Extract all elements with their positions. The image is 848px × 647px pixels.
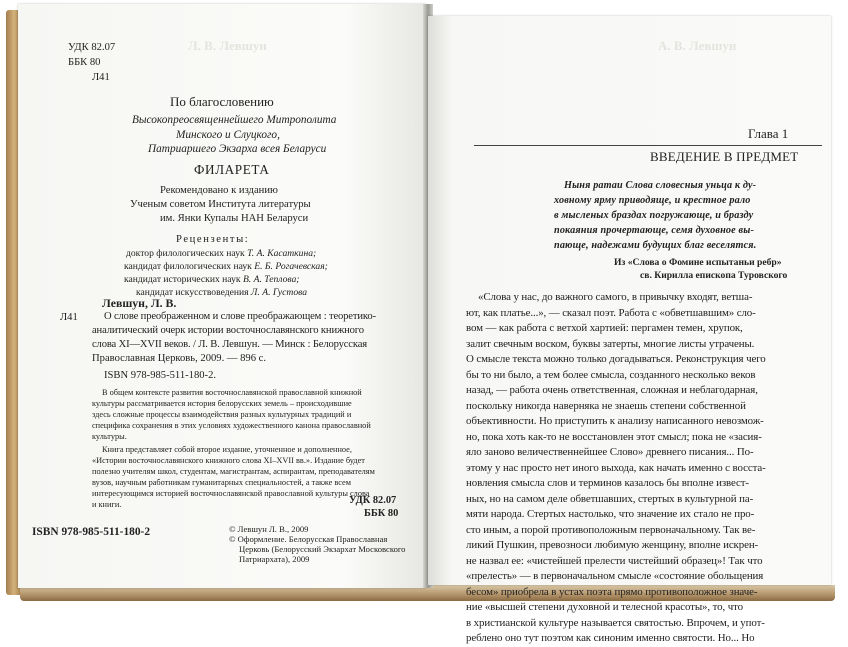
catalog-author: Левшун, Л. В. [102,296,177,310]
body-line: вом — как работа с ветхой хартией: пергамен темен, хрупок, [466,322,743,334]
body-line: поскольку никогда наверняка не знаешь степени собственной [466,399,746,412]
blessing-line: Высокопреосвященнейшего Митрополита [132,114,337,126]
body-line: «прелесть» — в первоначальном смысле «состояние обольщения [466,570,764,582]
blessing-name: ФИЛАРЕТА [194,162,270,177]
body-line: бы то ни было, а тем более смысла, созданного несколько веков [466,368,756,381]
body-line: новления смысла слов и терминов казалось бы вполне извест- [466,477,749,489]
body-line: объективности. Но приступить к анализу написанного невозмож- [466,415,764,427]
annotation-line: культуры. [92,432,127,441]
body-line: но, пока хоть как-то не восстановлен этот смысл; пока не «засия- [466,430,762,443]
annotation-line: здесь сложные процессы взаимодействия разных культурных традиций и [92,410,352,419]
isbn-bottom: ISBN 978-985-511-180-2 [32,526,151,538]
annotation-line: В общем контексте развития восточнославянской православной книжной [102,388,362,397]
body-line: назад, — работа очень ответственная, сложная и неблагодарная, [466,384,758,396]
recommended-line: Рекомендовано к изданию [160,185,278,196]
body-line: бесом» приобрела в устах поэта прямо противоположное значе- [466,585,758,598]
body-line: О смысле текста можно только догадываться. Реконструкция чего [466,353,766,365]
catalog-line: слова XI—XVII веков. / Л. В. Левшун. — Минск : Белорусская [92,339,367,350]
reviewer-line: кандидат исторических наук В. А. Теплова; [124,274,300,285]
epigraph-line: покаяния прочертающе, семя духовное вы- [554,225,755,236]
author-mark: Л41 [92,72,110,83]
body-line: яло заново величественнейшее Слово» древнего писания... По- [466,446,754,458]
recommended-line: им. Янки Купалы НАН Беларуси [160,213,309,224]
epigraph-source: Из «Слова о Фомине испытаньи ребр» [614,257,782,268]
annotation-line: полезно учителям школ, студентам, магистрантам, аспирантам, преподавателям [92,467,375,476]
reviewer-line: доктор филологических наук Т. А. Касаткина; [126,248,317,259]
blessing-line: Патриаршего Экзарха всея Беларуси [148,143,327,155]
show-through-header: Л. В. Левшун [188,38,267,53]
body-line: мяти народа. Стертых настолько, что значение их стало не про- [466,508,755,520]
epigraph-line: пающе, надежами будущих благ веселятся. [554,240,757,251]
catalog-line: О слове преображенном и слове преображающем : теоретико- [104,311,376,322]
annotation-line: интересующимся историей восточнославянской православной культуры слова [92,489,370,498]
copyright-line: Патриархата), 2009 [239,554,310,564]
copyright-line: © Оформление. Белорусская Православная [229,534,388,544]
annotation-line: вузов, научным работникам гуманитарных специальностей, а также всем [92,478,351,487]
blessing-title: По благословению [170,94,274,109]
bottom-udk: УДК 82.07 [349,495,397,506]
catalog-line: Православная Церковь, 2009. — 896 с. [92,353,267,364]
annotation-line: «Истории восточнославянского книжного слова XI–XVII вв.». Издание будет [92,456,365,465]
recommended-line: Ученым советом Института литературы [130,199,311,210]
chapter-number: Глава 1 [748,126,789,141]
right-page [428,16,831,644]
catalog-code: Л41 [60,312,78,323]
bottom-bbk: ББК 80 [364,508,399,519]
show-through-header: А. В. Левшун [658,38,737,53]
body-line: ют, как платье...», — сказал поэт. Работа с «обветшавшим» сло- [466,306,756,319]
copyright-line: © Левшун Л. В., 2009 [229,524,309,534]
body-line: этому у нас просто нет иного выхода, как начать именно с восста- [466,461,766,474]
body-line: ных, но на самом деле обветшавших, стертых в культурной па- [466,492,754,505]
body-line: в христианской культуре называется святостью. Впрочем, и упот- [466,616,765,629]
annotation-line: культуры рассматривается история белорусских земель – происходившие [92,399,352,408]
epigraph-line: Ныня ратаи Слова словесныя уньца к ду- [564,180,757,191]
epigraph-line: ховному ярму приводяще, и крестное рало [554,195,751,206]
annotation-line: и книги. [92,500,122,509]
catalog-line: аналитический очерк истории восточнославянского книжного [92,325,364,336]
udk-code: УДК 82.07 [68,42,116,53]
reviewer-line: кандидат филологических наук Е. Б. Рогачевская; [124,261,328,272]
body-line: ликий Пушкин, превозноси любимую женщину, вполне искрен- [466,539,759,551]
body-line: сто иным, а порой противоположным первоначальному. Так ве- [466,523,756,536]
annotation-line: специфика сохранения в этих условиях художественного канона православной [92,421,371,430]
chapter-rule [474,145,822,146]
body-line: ние «высшей степени духовной и телесной красоты», то, что [466,601,743,613]
body-line: не назвал ее: «чистейшей прелести чистейший образец»! Так что [466,554,763,567]
left-page [18,4,426,588]
reviewer-line: кандидат искусствоведения Л. А. Густова [136,287,308,298]
body-text [466,290,766,647]
epigraph-source: св. Кирилла епископа Туровского [640,270,788,281]
chapter-title: ВВЕДЕНИЕ В ПРЕДМЕТ [650,149,799,164]
annotation-line: Книга представляет собой второе издание, уточненное и дополненное, [102,445,352,454]
blessing-line: Минского и Слуцкого, [176,129,280,141]
copyright-line: Церковь (Белорусский Экзархат Московского [239,544,406,554]
body-line: реблено оно тут поэтом как синоним именно святости. Но... Но [466,632,755,644]
reviewers-title: Рецензенты: [176,234,250,245]
body-line: залит свечным воском, буквы затерты, многие листы утрачены. [466,337,755,350]
bbk-code: ББК 80 [68,57,101,68]
body-line: «Слова у нас, до важного самого, в привычку входят, ветша- [478,291,753,303]
epigraph-line: в мысленых браздах погружающе, и бразду [554,210,754,221]
catalog-isbn: ISBN 978-985-511-180-2. [104,370,217,381]
